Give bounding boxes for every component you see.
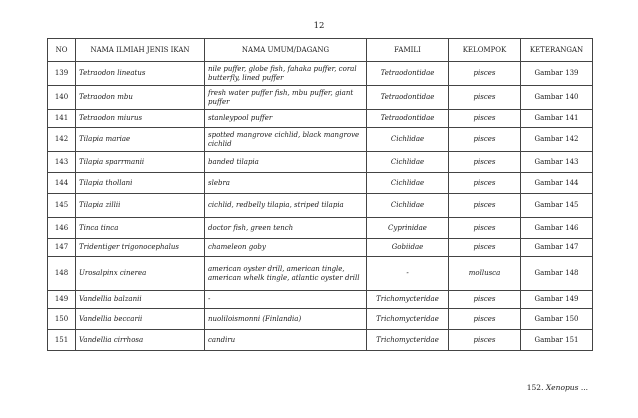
- cell-family: Trichomycteridae: [367, 330, 449, 351]
- cell-common-name: nile puffer, globe fish, fahaka puffer, coral butterfly, lined puffer: [205, 62, 367, 86]
- cell-family: Tetraodontidae: [367, 110, 449, 128]
- header-note: KETERANGAN: [521, 39, 593, 62]
- cell-family: -: [367, 257, 449, 291]
- cell-common-name: cichlid, redbelly tilapia, striped tilapia: [205, 194, 367, 218]
- cell-group: pisces: [449, 173, 521, 194]
- cell-common-name: nuoliloismonni (Finlandia): [205, 309, 367, 330]
- cell-note: Gambar 147: [521, 239, 593, 257]
- table-row: [48, 330, 593, 351]
- cell-no: 140: [48, 86, 76, 110]
- cell-common-name: spotted mangrove cichlid, black mangrove cichlid: [205, 128, 367, 152]
- cell-note: Gambar 151: [521, 330, 593, 351]
- cell-note: Gambar 145: [521, 194, 593, 218]
- cell-common-name: candiru: [205, 330, 367, 351]
- species-table: [47, 38, 593, 351]
- cell-scientific-name: Tetraodon mbu: [76, 86, 205, 110]
- cell-no: 148: [48, 257, 76, 291]
- cell-scientific-name: Tilapia sparrmanii: [76, 152, 205, 173]
- cell-no: 142: [48, 128, 76, 152]
- cell-family: Trichomycteridae: [367, 291, 449, 309]
- cell-no: 144: [48, 173, 76, 194]
- cell-scientific-name: Tinca tinca: [76, 218, 205, 239]
- cell-scientific-name: Tilapia mariae: [76, 128, 205, 152]
- cell-common-name: stanleypool puffer: [205, 110, 367, 128]
- table-row: [48, 152, 593, 173]
- cell-group: pisces: [449, 62, 521, 86]
- header-group: KELOMPOK: [449, 39, 521, 62]
- cell-group: pisces: [449, 330, 521, 351]
- cell-family: Cyprinidae: [367, 218, 449, 239]
- cell-group: pisces: [449, 218, 521, 239]
- cell-note: Gambar 144: [521, 173, 593, 194]
- cell-scientific-name: Tridentiger trigonocephalus: [76, 239, 205, 257]
- cell-group: pisces: [449, 239, 521, 257]
- cell-common-name: american oyster drill, american tingle, american whelk tingle, atlantic oyster drill: [205, 257, 367, 291]
- next-page-note: [527, 383, 588, 392]
- cell-note: Gambar 142: [521, 128, 593, 152]
- cell-common-name: chameleon goby: [205, 239, 367, 257]
- header-common-name: NAMA UMUM/DAGANG: [205, 39, 367, 62]
- cell-group: pisces: [449, 309, 521, 330]
- cell-note: Gambar 139: [521, 62, 593, 86]
- next-entry-number: 152.: [526, 383, 544, 392]
- table-row: [48, 110, 593, 128]
- cell-family: Tetraodontidae: [367, 62, 449, 86]
- table-row: [48, 62, 593, 86]
- cell-no: 147: [48, 239, 76, 257]
- cell-no: 139: [48, 62, 76, 86]
- cell-family: Tetraodontidae: [367, 86, 449, 110]
- cell-group: mollusca: [449, 257, 521, 291]
- cell-scientific-name: Vandellia balzanii: [76, 291, 205, 309]
- cell-scientific-name: Vandellia cirrhosa: [76, 330, 205, 351]
- cell-scientific-name: Urosalpinx cinerea: [76, 257, 205, 291]
- cell-no: 150: [48, 309, 76, 330]
- cell-group: pisces: [449, 194, 521, 218]
- cell-group: pisces: [449, 86, 521, 110]
- cell-no: 143: [48, 152, 76, 173]
- cell-common-name: -: [205, 291, 367, 309]
- cell-group: pisces: [449, 110, 521, 128]
- cell-scientific-name: Tilapia zillii: [76, 194, 205, 218]
- cell-scientific-name: Tilapia thollani: [76, 173, 205, 194]
- table-row: [48, 257, 593, 291]
- table-row: [48, 128, 593, 152]
- cell-common-name: fresh water puffer fish, mbu puffer, giant puffer: [205, 86, 367, 110]
- cell-family: Cichlidae: [367, 173, 449, 194]
- cell-family: Cichlidae: [367, 152, 449, 173]
- next-entry-name: Xenopus: [545, 383, 579, 392]
- cell-group: pisces: [449, 152, 521, 173]
- cell-group: pisces: [449, 291, 521, 309]
- cell-scientific-name: Tetraodon miurus: [76, 110, 205, 128]
- table-row: [48, 173, 593, 194]
- next-entry-ellipsis: ...: [580, 383, 588, 392]
- cell-no: 149: [48, 291, 76, 309]
- cell-note: Gambar 143: [521, 152, 593, 173]
- cell-note: Gambar 148: [521, 257, 593, 291]
- page-number: 12: [313, 21, 325, 31]
- header-family: FAMILI: [367, 39, 449, 62]
- cell-group: pisces: [449, 128, 521, 152]
- cell-common-name: slebra: [205, 173, 367, 194]
- cell-common-name: banded tilapia: [205, 152, 367, 173]
- cell-no: 146: [48, 218, 76, 239]
- table-row: [48, 239, 593, 257]
- cell-family: Gobiidae: [367, 239, 449, 257]
- header-no: NO: [48, 39, 76, 62]
- cell-no: 151: [48, 330, 76, 351]
- cell-family: Cichlidae: [367, 128, 449, 152]
- cell-note: Gambar 150: [521, 309, 593, 330]
- cell-scientific-name: Tetraodon lineatus: [76, 62, 205, 86]
- table-row: [48, 291, 593, 309]
- table-row: [48, 86, 593, 110]
- cell-note: Gambar 140: [521, 86, 593, 110]
- cell-note: Gambar 141: [521, 110, 593, 128]
- cell-no: 141: [48, 110, 76, 128]
- cell-common-name: doctor fish, green tench: [205, 218, 367, 239]
- cell-no: 145: [48, 194, 76, 218]
- cell-scientific-name: Vandellia beccarii: [76, 309, 205, 330]
- header-scientific-name: NAMA ILMIAH JENIS IKAN: [76, 39, 205, 62]
- table-row: [48, 218, 593, 239]
- cell-family: Trichomycteridae: [367, 309, 449, 330]
- cell-note: Gambar 149: [521, 291, 593, 309]
- table-row: [48, 309, 593, 330]
- table-header-row: [48, 39, 593, 62]
- cell-family: Cichlidae: [367, 194, 449, 218]
- cell-note: Gambar 146: [521, 218, 593, 239]
- table-row: [48, 194, 593, 218]
